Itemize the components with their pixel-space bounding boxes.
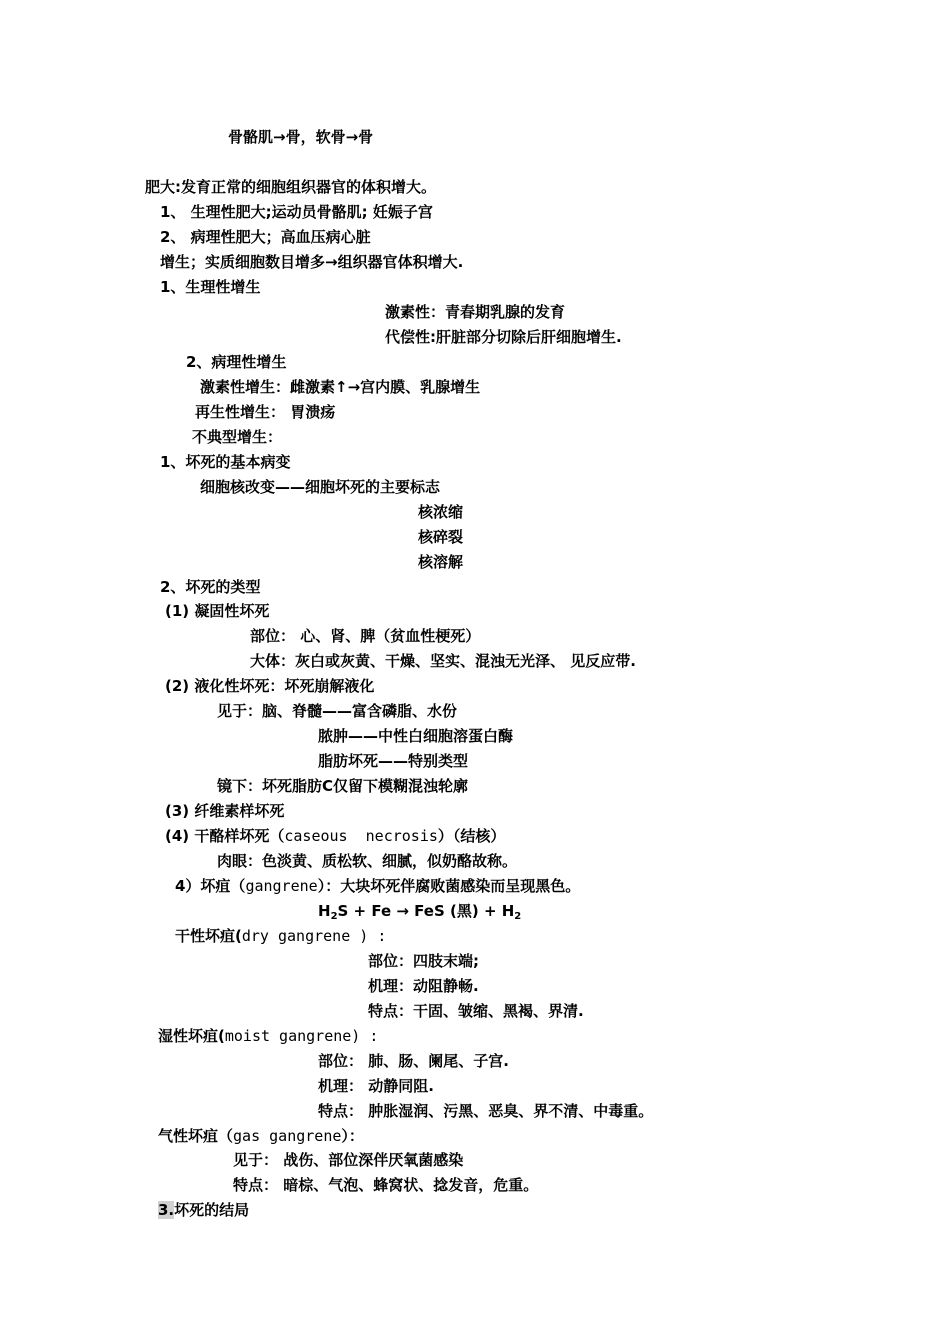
highlighted-number: 3. — [158, 1201, 175, 1219]
text-line: 再生性增生： 胃溃疡 — [195, 403, 336, 421]
text-span: 干性坏疽( — [175, 927, 242, 945]
text-line: (1) 凝固性坏死 — [165, 602, 270, 620]
text-line: 激素性增生：雌激素↑→宫内膜、乳腺增生 — [200, 378, 481, 396]
text-line: 2、坏死的类型 — [160, 578, 261, 596]
text-line — [165, 826, 505, 846]
text-line: 1、生理性增生 — [160, 278, 261, 296]
text-line: 见于：脑、脊髓——富含磷脂、水份 — [217, 702, 458, 720]
text-span: dry gangrene ) : — [241, 927, 387, 945]
text-line: 细胞核改变——细胞坏死的主要标志 — [200, 478, 441, 496]
text-line: 部位： 心、肾、脾（贫血性梗死） — [250, 627, 481, 645]
text-line: 特点： 暗棕、气泡、蜂窝状、捻发音，危重。 — [233, 1176, 539, 1194]
text-line — [175, 926, 386, 946]
text-line: 不典型增生： — [192, 428, 283, 446]
text-line: 部位： 肺、肠、阑尾、子宫. — [318, 1052, 509, 1070]
text-line: 肉眼：色淡黄、质松软、细腻，似奶酪故称。 — [217, 852, 518, 870]
text-line: 特点： 肿胀湿润、污黑、恶臭、界不清、中毒重。 — [318, 1102, 654, 1120]
text-line: 见于： 战伤、部位深伴厌氧菌感染 — [233, 1151, 464, 1169]
text-line: 肥大:发育正常的细胞组织器官的体积增大。 — [145, 178, 437, 196]
text-line: 部位：四肢末端; — [368, 952, 479, 970]
text-line: 大体：灰白或灰黄、干燥、坚实、混浊无光泽、 见反应带. — [250, 652, 636, 670]
text-line: 2、 病理性肥大；高血压病心脏 — [160, 228, 371, 246]
text-span: ）：大块坏死伴腐败菌感染而呈现黑色。 — [317, 877, 581, 895]
text-span: 坏死的结局 — [174, 1201, 250, 1219]
text-line: 1、 生理性肥大;运动员骨骼肌; 妊娠子宫 — [160, 203, 433, 221]
text-line — [158, 1126, 364, 1146]
text-span: (4) 干酪样坏死（ — [165, 827, 285, 845]
text-line: 核溶解 — [418, 553, 464, 571]
text-span: ）： — [341, 1127, 364, 1145]
section-heading — [158, 1200, 249, 1220]
text-span: gas gangrene — [233, 1127, 342, 1145]
text-line: 增生；实质细胞数目增多→组织器官体积增大. — [160, 253, 464, 271]
text-span: 气性坏疽（ — [158, 1127, 234, 1145]
text-span: moist gangrene) : — [224, 1027, 379, 1045]
text-line — [175, 876, 580, 896]
text-line: 脂肪坏死——特别类型 — [318, 752, 469, 770]
text-line: 骨骼肌→骨，软骨→骨 — [228, 128, 374, 146]
text-span: caseous necrosis — [284, 827, 438, 845]
text-line: 机理： 动静同阻. — [318, 1077, 434, 1095]
text-line: 机理：动阻静畅. — [368, 977, 479, 995]
text-span: ）（结核） — [437, 827, 506, 845]
text-line — [158, 1026, 378, 1046]
chemical-equation — [318, 901, 521, 921]
text-line: 核碎裂 — [418, 528, 464, 546]
text-line: 激素性：青春期乳腺的发育 — [385, 303, 566, 321]
text-span: gangrene — [245, 877, 318, 895]
text-line: 代偿性:肝脏部分切除后肝细胞增生. — [385, 328, 622, 346]
text-line: 脓肿——中性白细胞溶蛋白酶 — [318, 727, 514, 745]
text-line: 镜下：坏死脂肪C仅留下模糊混浊轮廓 — [217, 777, 469, 795]
text-span: S + Fe → FeS (黑) + H — [337, 902, 515, 920]
text-line: 1、坏死的基本病变 — [160, 453, 291, 471]
text-line: (2) 液化性坏死：坏死崩解液化 — [165, 677, 375, 695]
subscript: 2 — [330, 911, 338, 922]
text-line: 特点：干固、皱缩、黑褐、界清. — [368, 1002, 584, 1020]
subscript: 2 — [514, 911, 522, 922]
text-line: 2、病理性增生 — [186, 353, 287, 371]
text-span: H — [318, 902, 331, 920]
text-line: (3) 纤维素样坏死 — [165, 802, 285, 820]
text-line: 核浓缩 — [418, 503, 464, 521]
text-span: 4）坏疽（ — [175, 877, 246, 895]
text-span: 湿性坏疽( — [158, 1027, 225, 1045]
